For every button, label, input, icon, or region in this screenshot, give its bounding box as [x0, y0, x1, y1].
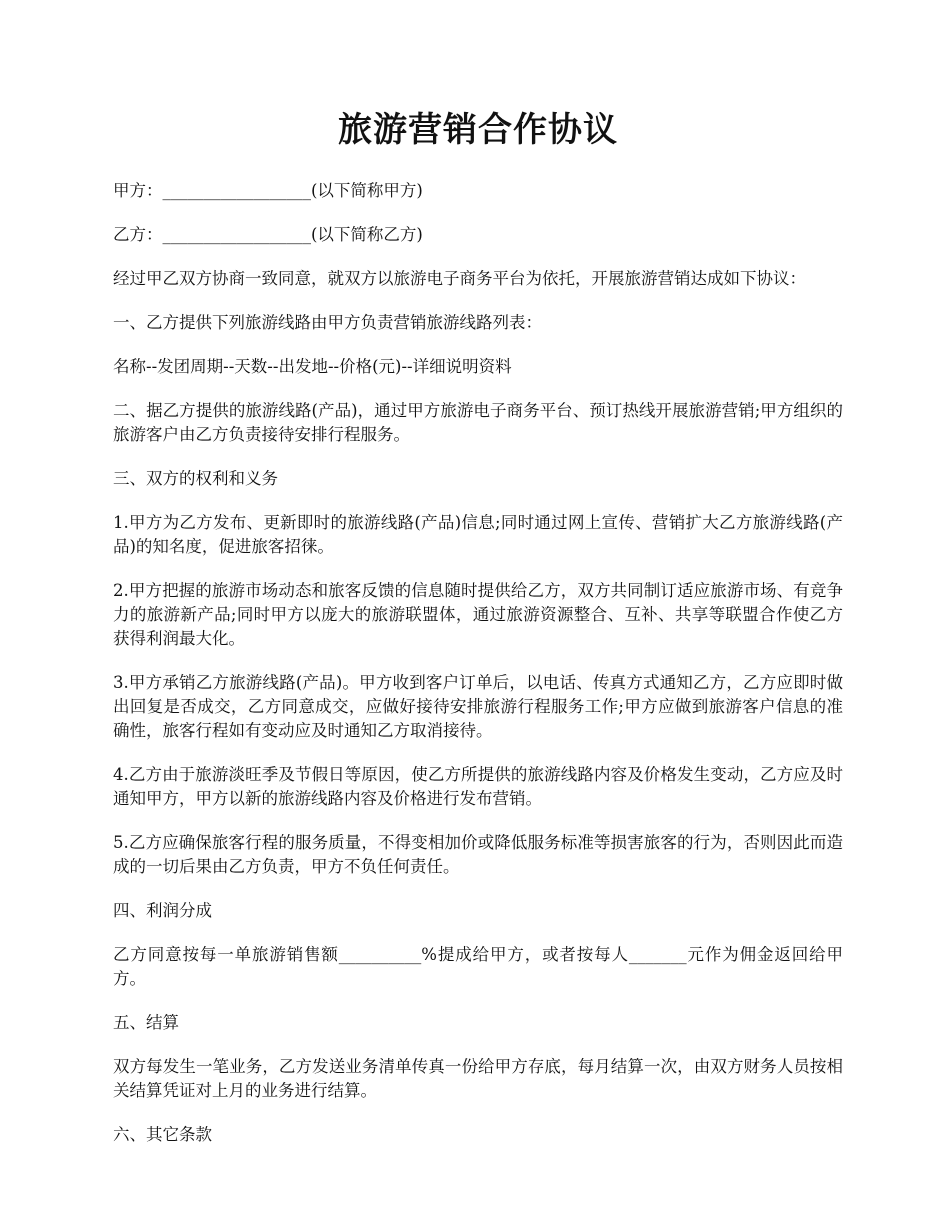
section-2: 二、据乙方提供的旅游线路(产品)，通过甲方旅游电子商务平台、预订热线开展旅游营销;甲方组织的旅游客户由乙方负责接待安排行程服务。	[113, 400, 843, 444]
clause-3-1: 1.甲方为乙方发布、更新即时的旅游线路(产品)信息;同时通过网上宣传、营销扩大乙方旅游线路(产品)的知名度，促进旅客招徕。	[113, 512, 843, 556]
document-title: 旅游营销合作协议	[338, 110, 618, 150]
section-5-heading: 五、结算	[113, 1012, 179, 1032]
section-1-heading: 一、乙方提供下列旅游线路由甲方负责营销旅游线路列表：	[113, 312, 542, 332]
route-list-header: 名称--发团周期--天数--出发地--价格(元)--详细说明资料	[113, 356, 512, 376]
preamble: 经过甲乙双方协商一致同意，就双方以旅游电子商务平台为依托，开展旅游营销达成如下协议：	[113, 268, 806, 288]
clause-3-3: 3.甲方承销乙方旅游线路(产品)。甲方收到客户订单后，以电话、传真方式通知乙方，乙方应即时做出回复是否成交，乙方同意成交，应做好接待安排旅游行程服务工作;甲方应做到旅游客户信息的准确性，旅客行程如有变动应及时通知乙方取消接待。	[113, 672, 843, 740]
party-b-line: 乙方：__________________(以下简称乙方)	[113, 224, 423, 244]
settlement-clause: 双方每发生一笔业务，乙方发送业务清单传真一份给甲方存底，每月结算一次，由双方财务人员按相关结算凭证对上月的业务进行结算。	[113, 1056, 843, 1100]
document-page	[113, 110, 843, 1167]
section-6-heading: 六、其它条款	[113, 1124, 212, 1144]
section-4-heading: 四、利润分成	[113, 900, 212, 920]
clause-3-5: 5.乙方应确保旅客行程的服务质量，不得变相加价或降低服务标准等损害旅客的行为，否则因此而造成的一切后果由乙方负责，甲方不负任何责任。	[113, 832, 843, 876]
clause-3-4: 4.乙方由于旅游淡旺季及节假日等原因，使乙方所提供的旅游线路内容及价格发生变动，乙方应及时通知甲方，甲方以新的旅游线路内容及价格进行发布营销。	[113, 764, 843, 808]
clause-3-2: 2.甲方把握的旅游市场动态和旅客反馈的信息随时提供给乙方，双方共同制订适应旅游市场、有竞争力的旅游新产品;同时甲方以庞大的旅游联盟体，通过旅游资源整合、互补、共享等联盟合作使乙方获得利润最大化。	[113, 580, 843, 648]
profit-share-clause: 乙方同意按每一单旅游销售额__________%提成给甲方，或者按每人_______元作为佣金返回给甲方。	[113, 944, 843, 988]
section-3-heading: 三、双方的权利和义务	[113, 468, 278, 488]
party-a-line: 甲方：__________________(以下简称甲方)	[113, 180, 423, 200]
